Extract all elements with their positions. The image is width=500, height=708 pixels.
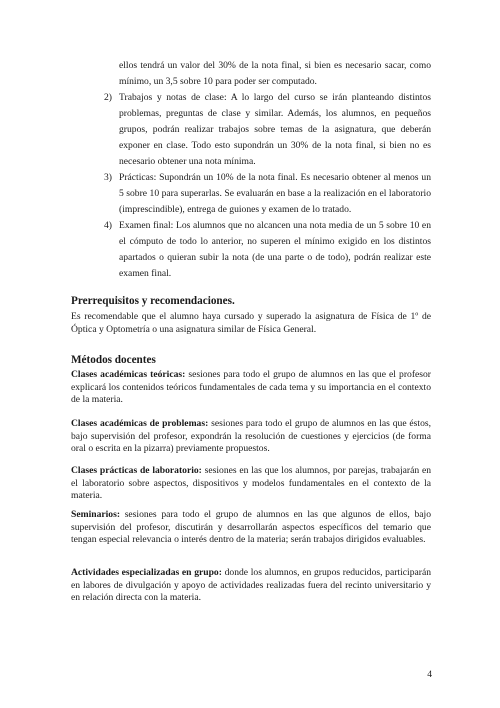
method-label: Clases académicas de problemas: [71,418,209,429]
evaluation-item-2 [104,90,431,170]
page-number: 4 [427,669,432,680]
method-description: sesiones para todo el grupo de alumnos en las que algunos de ellos, bajo supervisión del profesor, discutirán y desarrollarán aspectos específicos del temario que tengan especial relevancia o interés dentro de la materia; serán trabajos dirigidos evaluables. [71,509,431,545]
method-lab-classes [71,465,431,503]
method-description: sesiones para todo el grupo de alumnos en las que éstos, bajo supervisión del profesor, expondrán la resolución de cuestiones y ejercicios (de forma oral o escrita en la pizarra) previamente propuestos. [71,418,431,454]
prerequisites-heading: Prerrequisitos y recomendaciones. [71,295,235,307]
method-description: donde los alumnos, en grupos reducidos, participarán en labores de divulgación y apoyo de actividades realizadas fuera del recinto universitario y en relación directa con la materia. [71,567,431,603]
evaluation-item-1-continuation: ellos tendrá un valor del 30% de la nota final, si bien es necesario sacar, como mínimo, un 3,5 sobre 10 para poder ser computado. [119,60,431,87]
methods-heading: Métodos docentes [71,354,156,366]
method-group-activities [71,567,431,605]
method-theory-classes [71,369,431,407]
method-description: sesiones en las que los alumnos, por parejas, trabajarán en el laboratorio sobre aspectos, dispositivos y modelos fundamentales en el contexto de la materia. [71,465,431,501]
method-label: Clases prácticas de laboratorio: [71,465,202,476]
method-seminars [71,509,431,547]
method-label: Actividades especializadas en grupo: [71,567,222,578]
evaluation-item-number: 4) [104,220,112,231]
evaluation-item-text: Trabajos y notas de clase: A lo largo del curso se irán planteando distintos problemas, preguntas de clase y similar. Además, los alumnos, en pequeños grupos, podrán realizar trabajos sobre temas de la asignatura, que deberán exponer en clase. Todo esto supondrán un 30% de la nota final, si bien no es necesario obtener una nota mínima. [119,92,431,167]
evaluation-item-text: Examen final: Los alumnos que no alcancen una nota media de un 5 sobre 10 en el cómputo de todo lo anterior, no superen el mínimo exigido en los distintos apartados o quieran subir la nota (de una parte o de todo), podrán realizar este examen final. [119,220,431,279]
evaluation-item-number: 2) [104,92,112,103]
evaluation-item-3 [104,170,431,218]
method-label: Clases académicas teóricas: [71,369,186,380]
method-problem-classes [71,418,431,456]
evaluation-item-number: 3) [104,172,112,183]
prerequisites-text: Es recomendable que el alumno haya cursado y superado la asignatura de Física de 1º de Óptica y Optometría o una asignatura similar de Física General. [71,311,431,335]
evaluation-item-text: Prácticas: Supondrán un 10% de la nota final. Es necesario obtener al menos un 5 sobre 10 para superarlas. Se evaluarán en base a la realización en el laboratorio (imprescindible), entrega de guiones y examen de lo tratado. [119,172,431,215]
evaluation-item-4 [104,218,431,282]
evaluation-list [104,90,431,282]
method-description: sesiones para todo el grupo de alumnos en las que el profesor explicará los contenidos teóricos fundamentales de cada tema y su importancia en el contexto de la materia. [71,369,431,405]
method-label: Seminarios: [71,509,121,520]
